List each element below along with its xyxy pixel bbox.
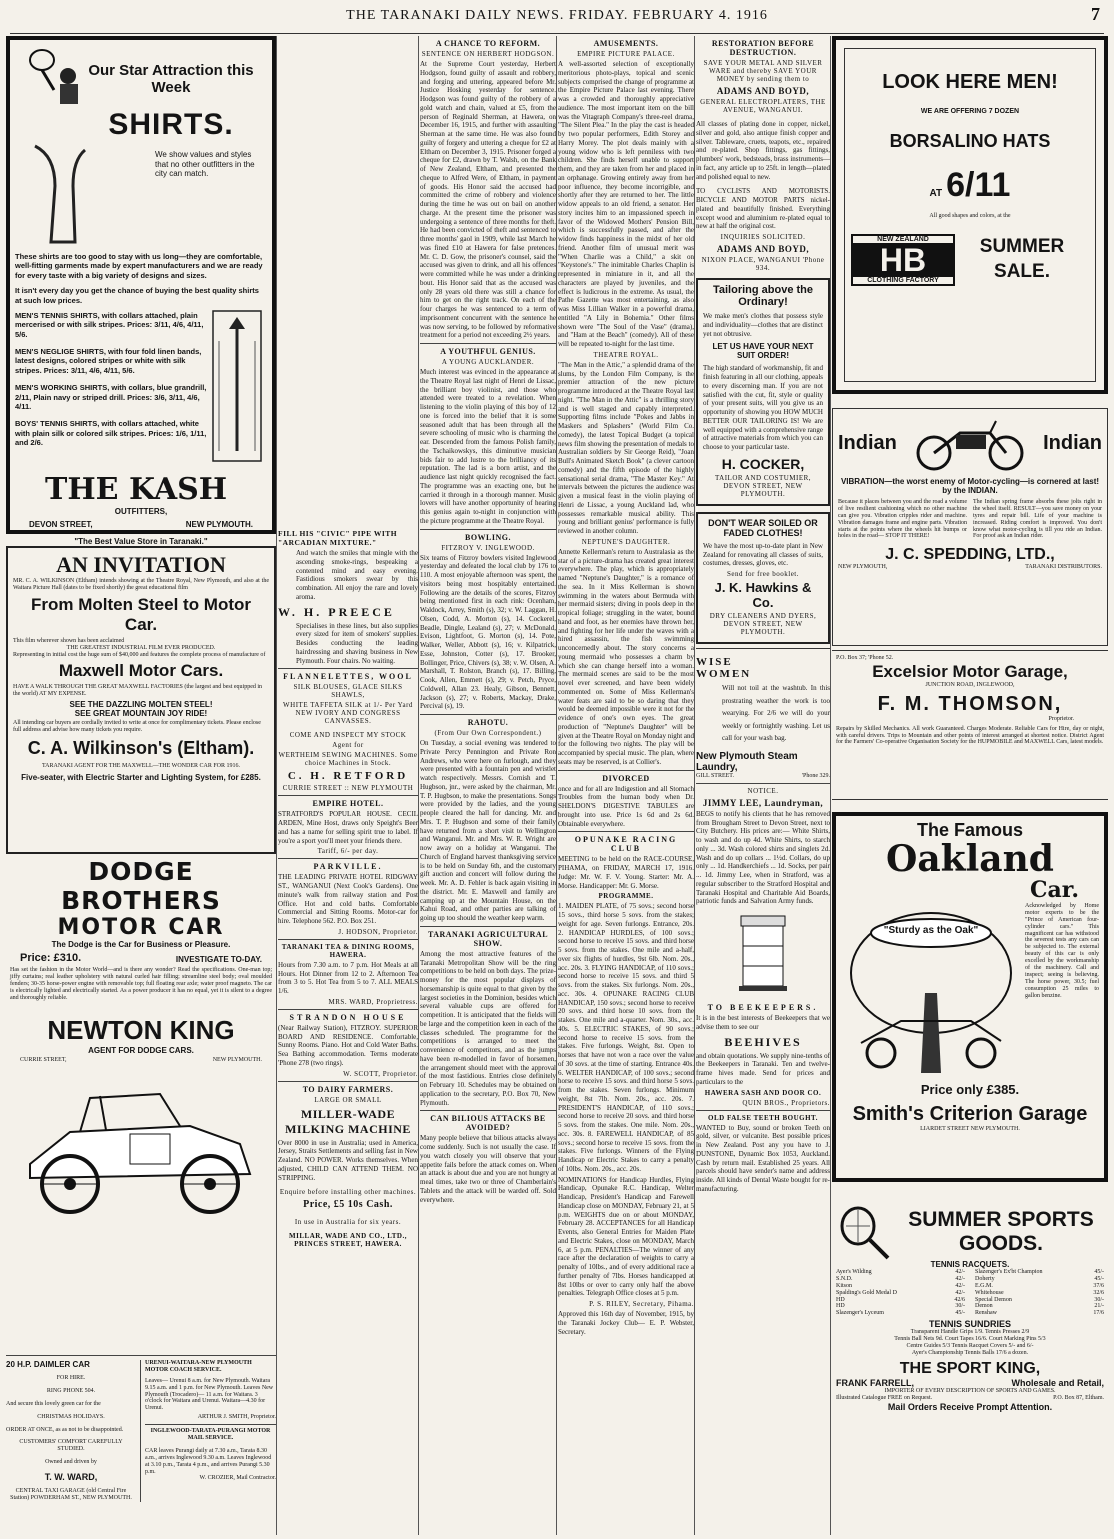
daimler-secure: And secure this lovely green car for the — [6, 1400, 101, 1407]
farrell-box: P.O. Box 87, Eltham. — [1053, 1394, 1104, 1401]
tennis-player-illustration — [15, 146, 95, 244]
invitation-film: From Molten Steel to Motor Car. — [30, 594, 252, 634]
cocker-name: H. COCKER, — [721, 455, 805, 472]
oakland-price: Price only £385. — [920, 1082, 1020, 1097]
tennis-player-icon — [24, 46, 84, 106]
kash-intro: We show values and styles that no other outfitters in the city can match. — [155, 150, 255, 179]
laundry-address: GILL STREET. — [696, 772, 734, 779]
milking-price: Price, £5 10s Cash. — [303, 1199, 393, 1211]
excelsior-body: Repairs by Skilled Mechanics. All work Guaranteed. Charges Moderate. Reliable Cars for Hire, day or night, with careful drivers. Trips to Mountain and other points of interest arranged at shortest notice. District Agent for the Farmers' Co-operative Organisation Society for the HUPMOBILE and MAXWELL Cars, latest models. — [836, 725, 1104, 746]
indian-brand-left: Indian — [838, 431, 897, 454]
divorced-body: once and for all are Indigestion and all Stomach Troubles from the human body when Dr. SHELDON'S DIGESTIVE TABULES are brought into use. Price 1s 6d and 2s 6d. Obtainable everywhere. — [558, 784, 694, 828]
empire-hotel-tariff: Tariff, 6/- per day. — [317, 847, 379, 856]
restoration-head: RESTORATION BEFORE DESTRUCTION. — [711, 39, 815, 57]
borsalino-product: BORSALINO HATS — [889, 131, 1051, 151]
borsalino-offer: WE ARE OFFERING 7 DOZEN — [920, 108, 1020, 115]
racquet-row — [975, 1283, 1104, 1290]
flannel-head: FLANNELETTES, WOOL — [283, 672, 413, 682]
flannel-agent: Agent for — [332, 741, 364, 750]
milking-use: In use in Australia for six years. — [294, 1218, 402, 1227]
sport-racquets: TENNIS RACQUETS. — [930, 1260, 1010, 1269]
racquet-row — [836, 1303, 965, 1310]
rahotu-sub: (From Our Own Correspondent.) — [434, 729, 542, 737]
laundry-phone: 'Phone 329. — [801, 772, 830, 779]
racquet-row — [975, 1276, 1104, 1283]
bilious-body: Many people believe that bilious attacks always come suddenly. Such is not usually the case. If you watch closely you will observe that your appetite fails before the attack comes on. When an attack is about due and you are not hungry at meal times, take two or three of Chamberlain's Tablets and the attack will be warded off. Sold everywhere. — [420, 1134, 556, 1204]
strandon-proprietor: W. SCOTT, Proprietor. — [343, 1069, 418, 1078]
page-number: 7 — [1091, 4, 1100, 24]
racquet-name: HD — [836, 1296, 845, 1303]
adams-boyd-name: ADAMS AND BOYD, — [716, 86, 810, 96]
retford-name: C. H. RETFORD — [287, 770, 409, 783]
racquet-name: HD — [836, 1303, 845, 1310]
parkville-body: THE LEADING PRIVATE HOTEL RIDGWAY ST., WANGANUI (Next Cook's Gardens). One minute's walk from railway station and Post Office. Hot and cold baths. Comfortable Commercial and Sitting Rooms. Motor-car for hire. Telephone 562. P.O. Box 251. — [278, 873, 418, 925]
dodge-product: MOTOR CAR — [57, 915, 225, 940]
kash-body-1: These shirts are too good to stay with us long—they are comfortable, well-fitting garments made by expert manufacturers and we are ready for every taste with a big variety of designs and sizes. — [15, 252, 263, 280]
theatre-royal-body: "The Man in the Attic," a splendid drama of the slums, by the London Film Company, is the premier attraction of the new picture programme introduced at the Theatre Royal last night. "The Man in the Attic" is a thrilling story and is well staged and capably interpreted. Supporting films include "Pokes and Jabbs in Maskers and Splashers" (World Film Co. comedy), the latest Topical Budget (a topical news film showing the presentation of medals to Australian soldiers by Sir George Reid), "Joan Bull's Animated Sketch Book" (a clever cartoon comedy) and the fifth episode of the highly sensational serial drama, "The Master Key." At intervals between the pictures the audience was given a musical feast in the violin playing of Henri de Lissac, a young Auckland lad, who possesses remarkable musical ability. This young and brilliant genius' performance is fully reviewed in another column. — [558, 360, 694, 535]
racquet-row — [836, 1269, 965, 1276]
kash-body-2: It isn't every day you get the chance of buying the best quality shirts at such low prices. — [15, 286, 259, 305]
bilious-head: CAN BILIOUS ATTACKS BE AVOIDED? — [430, 1114, 546, 1133]
racquet-list-left — [836, 1269, 965, 1317]
borsalino-at: AT — [929, 188, 943, 199]
laundry-body: Will not toil at the washtub. In this prostrating weather the work is too wearying. For 2/6 we will do your weekly or fortnightly washing. Let us call for your wash bag. — [722, 684, 830, 743]
dodge-body: Has set the fashion in the Motor World—and is there any wonder? Read the specifications. One-man top; jiffy curtains; real leather upholstery with natural curled hair filling; streamline steel body; oval moulded fenders; 30-35 horse-power engine with removable top; full floating rear axle; water proof magneto. The car is electrically lighted and electrically started. As a power producer it has no equal, yet it is silent to a degree and thoroughly reliable. — [10, 967, 272, 1001]
borsalino-price: 6/11 — [946, 166, 1011, 204]
daimler-order: ORDER AT ONCE, as as not to be disappointed. — [6, 1426, 124, 1433]
daimler-owned: Owned and driven by — [45, 1459, 97, 1466]
tearooms-proprietress: MRS. WARD, Proprietress. — [328, 997, 418, 1006]
racquet-name: S.N.D. — [836, 1275, 853, 1282]
racquet-price: 21/- — [1094, 1303, 1104, 1310]
racquet-price: 45/- — [1094, 1275, 1104, 1282]
tearooms-head: TARANAKI TEA & DINING ROOMS, HAWERA. — [281, 942, 415, 959]
milking-maker: MILLAR, WADE AND CO., LTD., PRINCES STREET, HAWERA. — [289, 1232, 407, 1249]
empire-hotel-head: EMPIRE HOTEL. — [312, 799, 384, 809]
kash-working-shirts: MEN'S WORKING SHIRTS, with collars, blue grandrill, 2/11, Plain navy or striped drill. Prices: 3/6, 3/11, 4/6, 4/11. — [15, 383, 207, 411]
oakland-car-ad — [832, 812, 1108, 1182]
strandon-body: (Near Railway Station), FITZROY. SUPERIOR BOARD AND RESIDENCE. Comfortable, Sunny Rooms. Piano. Hot and Cold Water Baths. Sea Bathing accommodation. Terms moderate 'Phone 278 (two rings). — [278, 1023, 418, 1067]
neptunes-daughter-head: NEPTUNE'S DAUGHTER. — [581, 537, 671, 546]
indian-motorcycle-ad — [832, 408, 1108, 646]
racquet-row — [836, 1310, 965, 1317]
column-6 — [832, 36, 1108, 1535]
oakland-body: Acknowledged by Home motor experts to be the "Prince of American four-cylinder cars." This magnificent car has withstood the severest tests any cars can be subjected to. The external beauty of this car is only excelled by the workmanship of the machinery. Call and inspect; seeing is believing. The horse power, 30.5; fuel consumption 25 miles to gallon benzine. — [1025, 903, 1099, 999]
racquet-price: 45/- — [955, 1310, 965, 1317]
borsalino-hats-ad — [832, 36, 1108, 394]
cocker-body: We make men's clothes that possess style and individuality—clothes that are distinct yet not obtrusive. — [703, 312, 823, 338]
kash-street: DEVON STREET, — [29, 519, 93, 529]
newton-king-street: CURRIE STREET, — [20, 1057, 67, 1064]
invitation-ad — [6, 546, 276, 854]
farrell-mail-orders: Mail Orders Receive Prompt Attention. — [887, 1401, 1053, 1412]
motor-coach-ad — [140, 1360, 276, 1502]
opunake-secretary: P. S. RILEY, Secretary, Pihama. — [589, 1300, 694, 1308]
column-divider — [694, 36, 695, 1535]
restoration-body: SAVE YOUR METAL AND SILVER WARE and thereby SAVE YOUR MONEY by sending them to — [703, 59, 823, 83]
beehives: BEEHIVES — [724, 1034, 802, 1049]
hawera-sash-door: HAWERA SASH AND DOOR CO. — [704, 1088, 822, 1097]
adams-boyd-trade: GENERAL ELECTROPLATERS, THE AVENUE, WANGANUI. — [700, 98, 826, 114]
sport-sundries-2: Tennis Ball Nets 9d. Court Tapes 16/6. Court Marking Pins 5/3 — [894, 1336, 1046, 1343]
sport-sundries: TENNIS SUNDRIES — [928, 1319, 1011, 1330]
hawkins-name: J. K. Hawkins & Co. — [714, 580, 812, 610]
dodge-price: Price: £310. — [20, 952, 82, 964]
excelsior-garage-ad — [832, 650, 1108, 800]
adams-boyd-address: NIXON PLACE, WANGANUI 'Phone 934. — [701, 256, 825, 272]
column-divider — [556, 36, 557, 1535]
hb-logo-mark: HB — [853, 244, 953, 276]
spedding-distributors: TARANAKI DISTRIBUTORS. — [1025, 564, 1102, 571]
oakland-famous: The Famous — [916, 820, 1023, 840]
excelsior-address: JUNCTION ROAD, INGLEWOOD, — [925, 681, 1015, 688]
daimler-head: 20 H.P. DAIMLER CAR — [6, 1360, 90, 1369]
cocker-tailor-ad — [696, 278, 830, 506]
kash-tennis-shirts: MEN'S TENNIS SHIRTS, with collars attached, plain mercerised or with silk stripes. Prices: 3/11, 4/6, 4/11, 5/6. — [15, 310, 204, 339]
dodge-tag: The Dodge is the Car for Business or Pleasure. — [51, 940, 231, 949]
racquet-name: Doherty — [975, 1275, 995, 1282]
racquet-row — [975, 1303, 1104, 1310]
racquet-price: 42/- — [955, 1282, 965, 1289]
dodge-investigate: INVESTIGATE TO-DAY. — [175, 955, 262, 964]
criterion-address: LIARDET STREET NEW PLYMOUTH. — [920, 1126, 1020, 1132]
kash-name: THE KASH — [45, 471, 228, 507]
dodge-brand: DODGE BROTHERS — [61, 857, 221, 915]
invitation-cost: Representing in initial cost the huge sum of $40,000 and features the complete process of manufacture of — [13, 651, 266, 658]
rahotu-head: RAHOTU. — [467, 718, 509, 727]
farrell-importer: IMPORTER OF EVERY DESCRIPTION OF SPORTS AND GAMES. — [884, 1387, 1056, 1394]
motorcycle-icon — [910, 413, 1030, 473]
cocker-trade: TAILOR AND COSTUMIER, DEVON STREET, NEW PLYMOUTH. — [714, 473, 812, 498]
newton-king: NEWTON KING — [47, 1015, 235, 1046]
racquet-price: 30/- — [1094, 1296, 1104, 1303]
agri-head: TARANAKI AGRICULTURAL SHOW. — [427, 929, 549, 948]
opunake-races: 1. MAIDEN PLATE, of 75 sovs.; second horse 15 sovs., third horse 5 sovs. from the stakes; weight for age. Seven furlongs. Entrance, 20s. 2. HANDICAP HURDLES, of 100 sovs.; second horse to receive 15 sovs. and third horse 5 sovs. from the stakes. One mile and a-half, over six flights of hurdles, 9st 6lb. Nom. 20s., acc. 20s. 3. FLYING HANDICAP, of 110 sovs.; second horse to receive 15 sovs. and third 5 sovs. from the stakes. Six furlongs. Nom. 20s., acc. 30s. 4. OPUNAKE RACING CLUB HANDICAP, 150 sovs.; second horse to receive 20 sovs. and third horse 10 sovs. from the stakes. One mile and a-quarter. Nom. 30s., acc. 40s. 5. ELECTRIC STAKES, of 90 sovs.; second horse to receive 15 sovs. from the stakes. Five furlongs. Weight, 8st. Open to horses that have not won a race over the value of 30 sovs. at the time of starting. Entrance 40s. 6. WELTER HANDICAP, of 100 sovs.; second horse to receive 15 sovs. and third horse 5 sovs. from the stakes. Seven furlongs. Minimum weight, 8st 7lb. Nom. 20s., acc. 20s. 7. PRESIDENT'S HANDICAP, of 110 sovs.; second horse to receive 20 sovs. and third horse 5 sovs. from the stakes. One mile. Nom. 20s., acc. 30s. 8. FAREWELL HANDICAP, of 85 sovs.; second horse to receive 15 sovs. from the stakes. Five furlongs. Winners of the Flying Handicap or Electric Stakes to carry a penalty of 10lbs. Nom. 20s., acc. 20s. — [558, 902, 694, 1173]
sport-sundries-4: Ayer's Championship Tennis Balls 17/6 a dozen. — [911, 1349, 1029, 1356]
jimmy-lee-name: JIMMY LEE, Laundryman, — [702, 797, 824, 808]
bowling-body: Six teams of Fitzroy bowlers visited Inglewood yesterday and defeated the local club by 176 to 110. A most enjoyable afternoon was spent, the visitors being most hospitably entertained. Following are the details of the scores, Fitzroy being mentioned first in each rink: Ocenham, Waldock, Arrey, Smith (s), 32; v. W. Laggan, H. Olsen, Codd, A. Morton (s), 14. Cockerel, Beadle, Dingle, Lealand (s), 27; v. McDonald, Evison, Lightfoot, G. Morton (s), 14. Pote, Walker, Weller, Abbott (s), 16; v. Kilpatrick, Esse, Johnston, Cotter (s), 17. Brooker, Bollinger, Price, Chivers (s), 38; v. W. Olsen, A. Marshall, T. Rolston, Branch (s), 17. Billing, Cook, Allen, Emmett (s), 29; v. Petch, Pryce, Coldwell, Allan 23. Healy, Gibson, Bennett, Jackson (s), 27; v. Roberts, Mackay, Drake, Percival (s), 19. — [420, 553, 556, 711]
racquet-name: Kitson — [836, 1282, 853, 1289]
hawkins-body: We have the most up-to-date plant in New Zealand for renovating all classes of suits, costumes, dresses, gloves, etc. — [703, 541, 823, 568]
invitation-car: Maxwell Motor Cars. — [58, 661, 224, 681]
racquet-price: 45/- — [1094, 1269, 1104, 1275]
false-teeth-head: OLD FALSE TEETH BOUGHT. — [708, 1113, 818, 1122]
masthead-title: THE TARANAKI DAILY NEWS. FRIDAY. FEBRUARY 4. 1916 — [346, 8, 768, 23]
adams-boyd-name-2: ADAMS AND BOYD, — [716, 244, 810, 254]
racquet-price: 32/6 — [1093, 1289, 1104, 1296]
oakland-motto: "Sturdy as the Oak" — [883, 925, 979, 936]
criterion-garage: Smith's Criterion Garage — [852, 1103, 1088, 1125]
kash-headline: Our Star Attraction this Week — [88, 62, 254, 96]
flannel-machines: WERTHEIM SEWING MACHINES. Some choice Machines in Stock. — [278, 751, 418, 768]
daimler-christmas: CHRISTMAS HOLIDAYS. — [37, 1413, 105, 1420]
excelsior-head: Excelsior Motor Garage, — [872, 661, 1068, 681]
quin-bros: QUIN BROS., Proprietors. — [742, 1098, 830, 1107]
hawkins-head: DON'T WEAR SOILED OR FADED CLOTHES! — [708, 517, 818, 538]
empire-picture-palace: EMPIRE PICTURE PALACE. — [577, 50, 675, 58]
empire-picture-body: A well-assorted selection of exceptionally meritorious photo-plays, topical and scenic subjects comprised the change of programme at the Empire Picture Palace last evening. There was a crowded and thoroughly appreciative audience. The most important item on the bill was the Vitagraph Company's three-reel drama, "The Silent Plea." In the play the cast is headed by two popular performers, Edith Storey and Harry Morey. The plot deals mainly with a young widow who is left penniless with two children. She finds herself unable to support them, and they are taken from her and placed in an orphanage. Growing entirely away from her poor influence, they become incorrigible, and shortly after they are returned to her. The little widow appeals to an old friend, a senator. Her story incites him to an impassioned speech in favor of the Widowed Mothers' Pension Bill, which is successfully passed, and after the widow finds happiness in the midst of her old friend. Another film of unusual merit was "When Charlie was a Child," a skit on "Keystone's." The inimitable Charles Chaplin is represented in miniature in it, and all the characters are played by juveniles, and the effect is ludicrous in the extreme. As usual, the Pathe Gazette was most entertaining, as also was Miss Lillian Walker in a powerful drama, entitled "A Lily in Bohemia." Other films shown were "The Soul of the Vase" (drama), and "Ham at the Beach" (comedy). All of these will be repeated to-night for the last time. — [558, 60, 694, 348]
column-5 — [696, 36, 830, 1535]
racquet-row — [975, 1290, 1104, 1297]
coach-head: URENUI-WAITARA-NEW PLYMOUTH MOTOR COACH SERVICE. — [145, 1360, 252, 1373]
laundry-head: WISE WOMEN — [696, 656, 752, 680]
genius-head: A YOUTHFUL GENIUS. — [440, 347, 536, 356]
civic-head: FILL HIS "CIVIC" PIPE WITH "ARCADIAN MIXTURE." — [278, 529, 398, 547]
restoration-cyclists: TO CYCLISTS AND MOTORISTS. BICYCLE AND MOTOR PARTS nickel-plated and beautifully finished. Everything except wood and aluminium re-plated equal to new at half the original cost. — [696, 187, 830, 231]
opunake-programme: PROGRAMME. — [598, 892, 654, 901]
flannel-taffeta: WHITE TAFFETA SILK at 1/- Per Yard NEW IVORY AND CONGRESS CANVASSES. — [283, 701, 413, 726]
invitation-tickets: All intending car buyers are cordially invited to write at once for complimentary tickets. Please enclose full address and advise how many tickets you require. — [13, 720, 261, 734]
daimler-comfort: CUSTOMERS' COMFORT CAREFULLY STUDIED. — [19, 1439, 123, 1453]
hawkins-trade: DRY CLEANERS AND DYERS, DEVON STREET, NEW PLYMOUTH. — [709, 612, 817, 636]
civic-body: And watch the smiles that mingle with the ascending smoke-rings, bespeaking a contented mind and easy evening. Fastidious smokers swear by this combination. All enjoy the rare and lovely aroma. — [296, 549, 418, 601]
invitation-five-seater: Five-seater, with Electric Starter and Lighting System, for £285. — [21, 772, 261, 782]
invitation-agent: TARANAKI AGENT FOR THE MAXWELL—THE WONDER CAR FOR 1916. — [41, 763, 241, 770]
cocker-head: Tailoring above the Ordinary! — [712, 284, 814, 308]
dodge-brothers-ad — [6, 857, 276, 1352]
reform-body: At the Supreme Court yesterday, Herbert Hodgson, found guilty of assault and robbery, and forging and uttering, appeared before Mr. Justice Hosking yesterday for sentence. Hodgson was found guilty of the robbery of a gold watch and chain, valued at £5, from the person of Reginald Sherman, at Hawera, on December 16, 1915, and further with assaulting Sherman at the same time. He was also found guilty of forgery and uttering a cheque for £2 at Eltham on December 3, 1915. Prisoner forged a cheque for £2, drawn by T. Walsh, on the Bank of New Zealand, Eltham, and presented the cheque to Alfred Were, of Eltham, in payment of goods. His Honor said the accused had committed the crime of robbery and violence during the time he was out on bail on another charge. At the present time the prisoner was undergoing a sentence of three months for theft. He had been convicted of theft and sentenced to three months' gaol in 1909, while last March he was fined £10 at Hawera for false pretences. Mr. C. D. Gow, the prisoner's counsel, said the accused was given to drink, and all his offences were committed while he was under a drinking bout. His Honor said that as the accused was only 28 years old there was still a chance for him to get on the right track. On each of the four charges he was sentenced to a term of imprisonment concurrent with the sentence he was now serving, to be followed by reformative treatment for a period not exceeding 2½ years. — [420, 60, 556, 340]
sport-sundries-3: Centre Guides 5/3 Tennis Racquet Covers 5/- and 6/- — [906, 1343, 1034, 1350]
mail-service-body: CAR leaves Purangi daily at 7.30 a.m., Tarata 8.30 a.m., arrives Inglewood 9.30 a.m. Leaves Inglewood at 3.10 p.m., Tarata 4 p.m., and arrives Purangi 5.30 p.m. — [145, 1447, 272, 1475]
sport-head: SUMMER SPORTS GOODS. — [908, 1208, 1094, 1255]
column-3 — [420, 36, 556, 1535]
column-2 — [278, 526, 418, 1535]
column-4 — [558, 36, 694, 1535]
spedding-name: J. C. SPEDDING, LTD., — [885, 546, 1055, 564]
farrell-trade: Wholesale and Retail, — [1011, 1377, 1104, 1388]
racquet-row — [975, 1310, 1104, 1317]
laundry-name: New Plymouth Steam Laundry, — [696, 750, 798, 773]
milking-body: Over 8000 in use in Australia; used in America, Jersey, Straits Settlements and selling fast in New Zealand. NO POWER. Works themselves. When adjusted, CHILD CAN ATTEND THEM. NO STRIPPING. — [278, 1138, 418, 1182]
cocker-body-2: The high standard of workmanship, fit and finish featuring in all our clothing, appeals to every discerning man. If you are not satisfied with the cut, fit, style or quality of your present suits, will you give us an opportunity of showing you HOW MUCH BETTER OUR TAILORING IS! We are well equipped with a comprehensive range of attractive materials from which you can choose to your particular taste. — [703, 364, 823, 451]
sport-king: THE SPORT KING, — [899, 1359, 1041, 1377]
parkville-head: PARKVILLE. — [313, 862, 383, 872]
kash-neglige-shirts: MEN'S NEGLIGE SHIRTS, with four fold linen bands, latest designs, colored stripes or white with silk stripes. Prices: 3/11, 4/6, 4/11, 5/6. — [15, 347, 202, 375]
racquet-price: 37/6 — [1093, 1282, 1104, 1289]
sport-sundries-1: Transparent Handle Grips 1/9. Tennis Presses 2/9 — [910, 1329, 1030, 1336]
racquet-name: Slazenger's Lyceum — [836, 1310, 884, 1317]
jimmy-notice: NOTICE. — [747, 786, 779, 795]
oak-tree-illustration — [841, 903, 1021, 1078]
flannel-silk: SILK BLOUSES, GLACE SILKS SHAWLS, — [293, 683, 403, 700]
invitation-acclaimed: This film wherever shown has been acclaimed — [13, 637, 125, 644]
beehive-illustration — [733, 912, 793, 997]
indian-right-body: The Indian spring frame absorbs these jolts right in the wheel itself. RESULT—you save money on your tyres and repair bill. Life of your machine is increased. Riding comfort is improved. You don't know what motor-cycling is till you ride an Indian. For proof ask an Indian rider. — [973, 499, 1102, 540]
column-divider — [418, 36, 419, 1535]
invitation-joy-ride: SEE GREAT MOUNTAIN JOY RIDE! — [74, 709, 208, 719]
coach-body: Leaves— Urenui 8 a.m. for New Plymouth. Waitara 9.15 a.m. and 1 p.m. for New Plymouth. Leaves New Plymouth (Trocadero)— 11 a.m. for Waitara. 3 o'clock for Waitara and Urenui. Waitara—4.30 for Urenui. — [145, 1377, 274, 1412]
racquet-row — [975, 1297, 1104, 1304]
borsalino-shapes: All good shapes and colors, at the — [929, 213, 1011, 219]
newton-king-town: NEW PLYMOUTH. — [212, 1057, 262, 1064]
daimler-phone: RING PHONE 504. — [46, 1387, 96, 1394]
column-divider — [276, 36, 277, 1535]
opunake-head: OPUNAKE RACING CLUB — [574, 835, 678, 854]
racquet-price: 42/6 — [954, 1296, 965, 1303]
kash-product: SHIRTS. — [108, 108, 234, 141]
kash-town: NEW PLYMOUTH. — [185, 519, 253, 529]
kash-motto: "The Best Value Store in Taranaki." — [74, 536, 208, 546]
racquet-name: Ayer's Wilding — [836, 1269, 872, 1275]
farrell-catalogue: Illustrated Catalogue FREE on Request. — [836, 1394, 933, 1401]
tearooms-body: Hours from 7.30 a.m. to 7 p.m. Hot Meals at all Hours. Hot Dinner from 12 to 2. Afternoon Tea from 3 to 5. Hot Tea from 5 to 7. ALL MEALS 1/6. — [278, 960, 418, 995]
hb-logo-bottom: CLOTHING FACTORY — [853, 276, 953, 284]
restoration-inquiries: INQUIRIES SOLICITED. — [720, 233, 806, 241]
flannel-inspect: COME AND INSPECT MY STOCK — [289, 731, 407, 740]
racquet-price: 42/- — [955, 1289, 965, 1296]
opunake-nominations: NOMINATIONS for Handicap Hurdles, Flying Handicap, Opunake R.C. Handicap, Welter Handicap, President's Handicap and Farewell Handicap close on MONDAY, February 21, at 5 p.m. WEIGHTS due on or about MONDAY, February 28. ACCEPTANCES for all Handicap Events, also General Entries for Maiden Plate and Electric Stakes, close on MONDAY, March 6, at 5 p.m. PENALTIES—The winner of any race after the declaration of weights to carry a penalty of 10lbs., and of every additional race a further penalty of 7lbs. Horses handicapped at 8st 10lbs or over to carry only half the above penalties. Telegraph Office closes at 5 p.m. — [558, 1175, 694, 1298]
hawkins-booklet: Send for free booklet. — [726, 570, 800, 578]
racquet-name: Whitehouse — [975, 1289, 1004, 1296]
invitation-name: C. A. Wilkinson's (Eltham). — [27, 738, 255, 759]
racquet-name: Special Demon — [975, 1296, 1012, 1303]
thomson-proprietor: Proprietor. — [1048, 715, 1074, 722]
preece-name: W. H. PREECE — [278, 604, 395, 619]
cocker-cta: LET US HAVE YOUR NEXT SUIT ORDER! — [712, 342, 814, 361]
beekeepers-body: It is in the best interests of Beekeepers that we advise them to see our — [696, 1014, 830, 1031]
genius-sub: A YOUNG AUCKLANDER. — [441, 358, 535, 366]
daimler-ward: T. W. WARD, — [44, 1472, 98, 1483]
daimler-garage: CENTRAL TAXI GARAGE (old Central Fire Station) POWDERHAM ST., NEW PLYMOUTH. — [10, 1488, 132, 1502]
oakland-car: Car. — [1030, 877, 1079, 903]
parkville-proprietor: J. HODSON, Proprietor. — [338, 927, 418, 936]
indian-head: VIBRATION—the worst enemy of Motor-cycling—is cornered at last! by the INDIAN. — [840, 477, 1100, 495]
beekeepers-head: TO BEEKEEPERS. — [707, 1003, 819, 1013]
hb-clothing-logo — [851, 234, 955, 286]
masthead-rule — [10, 33, 1104, 34]
hb-logo-top: NEW ZEALAND — [853, 236, 953, 244]
spedding-town: NEW PLYMOUTH, — [838, 564, 888, 571]
sport-king-ad — [832, 1200, 1108, 1416]
bowling-head: BOWLING. — [464, 532, 511, 542]
preece-body: Specialises in these lines, but also supplies every sized for item of smokers' supplies. Besides conducting the leading hairdressing and shaving business in New Plymouth. Four chairs. No waiting. — [296, 621, 418, 665]
borsalino-head: LOOK HERE MEN! — [882, 71, 1058, 93]
kash-shirts-ad — [6, 36, 276, 546]
dodge-agent-for: AGENT FOR DODGE CARS. — [88, 1046, 194, 1056]
reform-head: A CHANCE TO REFORM. — [435, 39, 541, 48]
bowling-sub: FITZROY V. INGLEWOOD. — [441, 543, 535, 552]
milking-enquire: Enquire before installing other machines. — [279, 1188, 417, 1197]
racquet-row — [836, 1290, 965, 1297]
kash-boys-shirts: BOYS' TENNIS SHIRTS, with collars attached, white with plain silk or colored silk stripes. Prices: 1/6, 1/11, and 2/6. — [15, 419, 207, 447]
indian-brand-right: Indian — [1043, 431, 1102, 454]
neptunes-daughter-body: Annette Kellerman's return to Australasia as the star of a picture-drama has created great interest everywhere. The play, which is appropriately named "Neptune's Daughter," is a romance of the sea. In it Miss Kellerman is shown swimming in the waters about Bermuda with her mermaid sisters; diving in pools deep in the tropical foliage; struggling in the water, bound hand and foot, as her enemies have thrown her, and fighting for her life under the waves with a hired assassin, the fish swimming unconcernedly about. The story concerns a young mermaid who possesses a charm by which she can change herself into a woman. The mermaid scenes are said to be the most novel ever screened, and have been widely commented on. Some of Miss Kellerman's water feats are said to be so daring that they would be deemed impossible were it not for the evidence of one's own eyes. The great production of "Neptune's Daughter" will be given at the Theatre Royal on Monday night and for the following two nights. The play will be accompanied by special music. The plan, where seats may be reserved, is at Collier's. — [558, 547, 694, 766]
invitation-walk: HAVE A WALK THROUGH THE GREAT MAXWELL FACTORIES (the largest and best equipped in the world) AT MY EXPENSE. — [13, 684, 263, 698]
racquet-row — [975, 1269, 1104, 1276]
racquet-price: 42/- — [955, 1269, 965, 1275]
milking-machine: MILLER-WADE MILKING MACHINE — [285, 1106, 411, 1136]
mail-service-contractor: W. CROZIER, Mail Contractor. — [199, 1475, 276, 1482]
opunake-approved: Approved this 16th day of November, 1915, by the Taranaki Jockey Club— E. P. Webster, Secretary. — [558, 1310, 694, 1336]
kash-trade: OUTFITTERS, — [114, 506, 168, 516]
masthead — [0, 0, 1114, 34]
divorced-head: DIVORCED — [602, 773, 650, 783]
farmers-head: TO DAIRY FARMERS. — [302, 1084, 394, 1094]
racquet-price: 30/- — [955, 1303, 965, 1310]
farmers-sub: LARGE OR SMALL — [314, 1095, 382, 1104]
summer-sale: SUMMER SALE. — [979, 236, 1065, 282]
false-teeth-body: WANTED to Buy, sound or broken Teeth on gold, silver, or vulcanite. Best possible prices in New Zealand. Post any you have to J. DUNSTONE, Dynamic Box 1053, Auckland. Cash by return mail. Established 25 years. All parcels should have sender's name and address inside. All kinds of Dental Waste bought for re-manufacturing. — [696, 1123, 830, 1193]
invitation-headline: AN INVITATION — [56, 552, 226, 577]
restoration-plating: All classes of plating done in copper, nickel, silver and gold, also antique finish copper and silver. Tableware, cruets, teapots, etc., repaired and re-plated. Shop fittings, gas fittings, plumbers' work, bedsteads, brass instruments—in fact, any article up to 25ft. in length—plated and polished equal to new. — [696, 120, 830, 181]
invitation-intro: MR. C. A. WILKINSON (Eltham) intends showing at the Theatre Royal, New Plymouth, and also at the Waitara Picture Hall (dates to be fixed shortly) the great educational film — [13, 578, 269, 591]
opunake-body: MEETING to be held on the RACE-COURSE, PIHAMA, on FRIDAY, MARCH 17, 1916. Judge: Mr. W. F. V. Young. Starter: Mr. A. Morse. Handicapper: Mr. G. Morse. — [558, 855, 694, 890]
steam-laundry-ad — [696, 648, 830, 780]
racquet-row — [836, 1297, 965, 1304]
beekeepers-body-2: and obtain quotations. We supply nine-tenths of the Beekeepers in Taranaki. Ten and twelve-frame hives made. Send for prices and particulars to the — [696, 1051, 830, 1086]
strandon-head: STRANDON HOUSE — [289, 1012, 407, 1022]
excelsior-pobox: P.O. Box 37; 'Phone 52. — [836, 655, 894, 661]
racquet-name: E.G.M. — [975, 1282, 993, 1289]
empire-hotel-body: STRATFORD'S POPULAR HOUSE. CECIL ARDEN, Mine Host, draws only Speight's Beer and has a name for selling spirit true to label. If you're a sport you'll meet your friends there. — [278, 810, 418, 845]
racquet-name: Spalding's Gold Medal D — [836, 1289, 897, 1296]
racquet-name: Demon — [975, 1303, 993, 1310]
shirt-illustration — [207, 311, 267, 466]
theatre-royal-head: THEATRE ROYAL. — [593, 350, 659, 359]
racquet-price: 42/- — [955, 1275, 965, 1282]
racquet-list-right — [975, 1269, 1104, 1317]
genius-body: Much interest was evinced in the appearance at the Theatre Royal last night of Henri de Lissac, the brilliant boy violinist, and those who attended were treated to a revelation. When listening to the violin playing of this boy of 12 one is forced into the belief that it is some seasoned adult that has been through all the severe schooling of music who is charming the ear. Descended from the famous Polish family, the Tschaikowskys, this diminutive musician bids fair to add lustre to the brilliancy of its reputation. The lad is a born artist, and the audience last night quickly recognised the fact. The programme was an exacting one, but he carried it through in a thorough manner. Music lovers will have another opportunity of hearing this genius again to-night in conjunction with the picture programme at the Theatre Royal. — [420, 368, 556, 525]
hawkins-cleaners-ad — [696, 512, 830, 644]
mail-service-head: INGLEWOOD-TARATA-PURANGI MOTOR MAIL SERVICE. — [150, 1428, 271, 1442]
daimler-for-hire: FOR HIRE. — [56, 1375, 86, 1381]
racquet-price: 17/6 — [1093, 1310, 1104, 1317]
thomson-name: F. M. THOMSON, — [877, 692, 1063, 715]
column-divider — [830, 36, 831, 1535]
column-1 — [6, 36, 276, 1535]
racquet-row — [836, 1283, 965, 1290]
racquet-name: Renshaw — [975, 1310, 997, 1317]
racquet-row — [836, 1276, 965, 1283]
tennis-racquet-icon — [836, 1204, 892, 1260]
indian-left-body: Because it places between you and the road a volume of live resilient cushioning which no other machine can give you. Vibration cripples rider and machine. Vibration damages frame and engine parts. Vibration starts at the points where the wheels hit bumps or holes in the road— STOP IT THERE! — [838, 499, 967, 540]
amusements-head: AMUSEMENTS. — [593, 39, 659, 48]
jimmy-lee-body: BEGS to notify his clients that he has removed from Brougham Street to Devon Street, next to City Butchery. His prices are:— White Shirts, to wash and do up 4d. White Shirts, to starch only ... 3d. Wash colored shirts and singlets 2d. Wash and do up collars ... 1½d. Collars, do up only ... 1d. Handkerchiefs ... 1d. Socks, per pair ... 1d. Jimmy Lee, when in Stratford, was a regular subscriber to the Stratford Hospital and Taranaki Hospital and Charitable Aid Boards, patriotic funds and Salvation Army funds. — [696, 809, 830, 906]
rahotu-body: On Tuesday, a social evening was tendered to Private Percy Pennington and Private Ron Andrews, who were here on furlough, and they were presented with a fountain pen and wristlet watch respectively. Messrs. Cornish and T. Hugbson, jnr., were asked by the chairman, Mr. T. P. Hugbson, to make the presentations. Songs were provided by the ladies, and the young people cleared the hall for dancing. Mr. and Mrs. T. P. Hugbson and some of their family have returned from a short visit to Wellington and Wanganui. Mr. and Mrs. W. R. Wright are now away on a holiday at Wanganui. The Church of England harvest thanksgiving service is to be held on Sunday 6th, and the customary gift auction and concert will follow during the week. Mr. A. D. Fehler is back again visiting in the district. Mr. E. Maxwell and family are camping up at the Mountain House, on the Kahui Road, and other parties are talking of going up too should the weather keep warm. — [420, 739, 556, 922]
daimler-ad — [6, 1360, 140, 1502]
farrell-name: FRANK FARRELL, — [836, 1377, 914, 1388]
daimler-and-coach-section — [6, 1355, 276, 1502]
retford-address: CURRIE STREET :: NEW PLYMOUTH — [282, 784, 414, 793]
motor-car-illustration — [10, 1074, 272, 1229]
oakland-name: Oakland — [886, 838, 1054, 880]
invitation-steel: SEE THE DAZZLING MOLTEN STEEL! — [69, 700, 213, 710]
coach-proprietor: ARTHUR J. SMITH, Proprietor. — [197, 1414, 276, 1421]
reform-sub: SENTENCE ON HERBERT HODGSON. — [421, 50, 555, 58]
racquet-name: Slazenger's Ex'bt Champion — [975, 1269, 1043, 1275]
invitation-greatest: THE GREATEST INDUSTRIAL FILM EVER PRODUCED. — [66, 644, 216, 651]
agri-body: Among the most attractive features of the Taranaki Metropolitan Show will be the ring competitions to be held on both days. The prize-money for the most popular displays of horsemanship is quite equal to that given by the largest societies in the Dominion, besides which several valuable cups are offered for competition. It is anticipated that the fields will be large and the competition keen in each of the classes scheduled. The programme for the competitions is arranged to meet the convenience of competitors, and as the jumps have been re-modelled in favor of horsemen, the arrangement should meet with the approval of the most fastidious. Entries close definitely on February 10. Schedules may be obtained on application to the secretary, P.O. Box 70, New Plymouth. — [420, 949, 556, 1107]
